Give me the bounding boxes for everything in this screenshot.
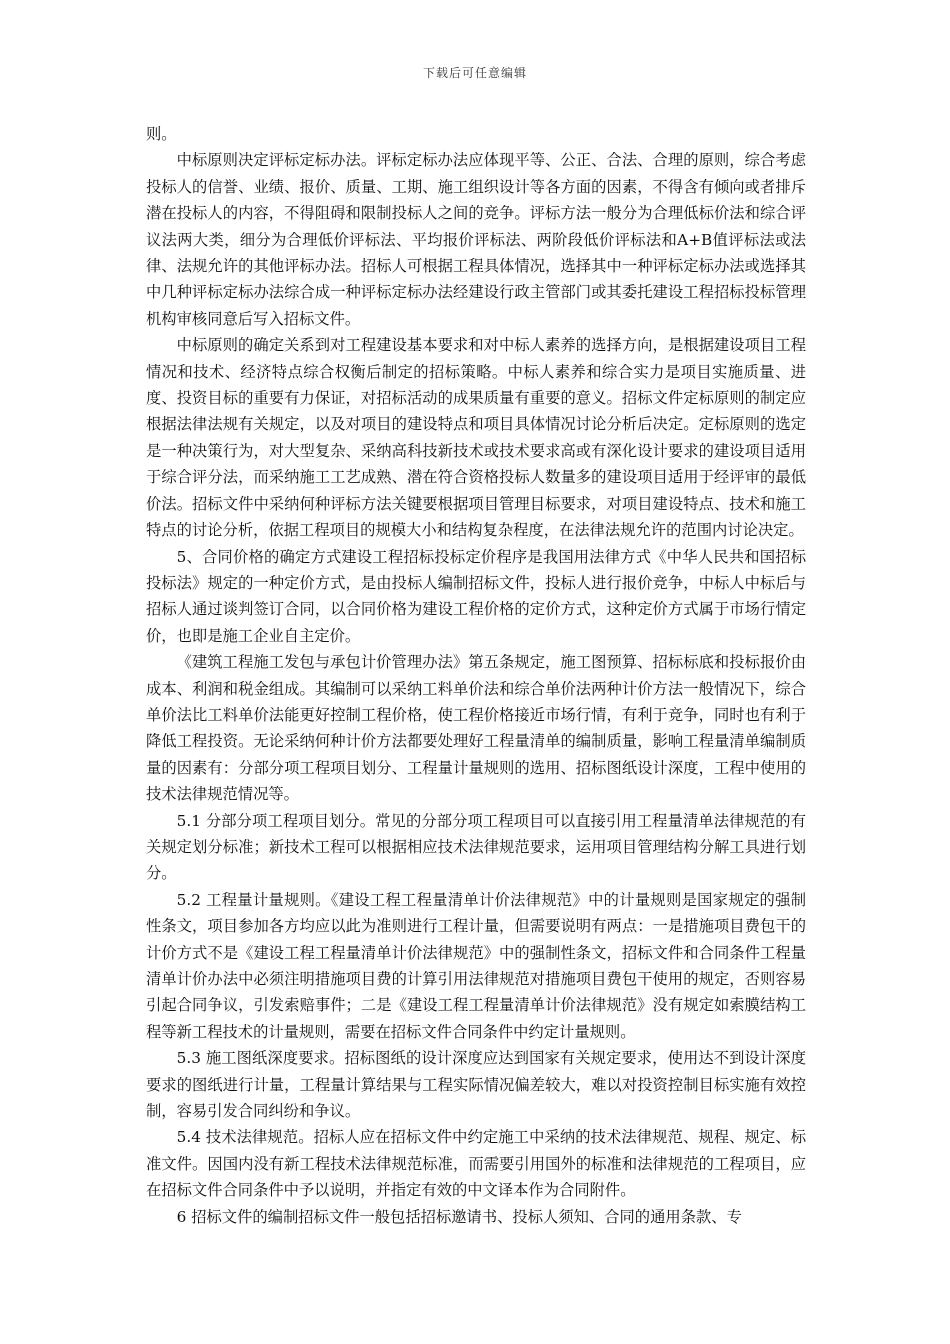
paragraph-fragment: 则。	[146, 125, 177, 143]
page-header: 下载后可任意编辑	[422, 66, 527, 80]
paragraph-contract-price: 5、合同价格的确定方式建设工程招标投标定价程序是我国用法律方式《中华人民共和国招标投标法》规定的一种定价方式，是由投标人编制招标文件，投标人进行报价竞争，中标人中标后与招标人通过谈判签订合同，以合同价格为建设工程价格的定价方式，这种定价方式属于市场行情定价，也即是施工企业自主定价。	[146, 547, 806, 645]
paragraph-award-principle: 中标原则的确定关系到对工程建设基本要求和对中标人素养的选择方向，是根据建设项目工程情况和技术、经济特点综合权衡后制定的招标策略。中标人素养和综合实力是项目实施质量、进度、投资目标的重要有力保证，对招标活动的成果质量有重要的意义。招标文件定标原则的制定应根据法律法规有关规定，以及对项目的建设特点和项目具体情况讨论分析后决定。定标原则的选定是一种决策行为，对大型复杂、采纳高科技新技术或技术要求高或有深化设计要求的建设项目适用于综合评分法，而采纳施工工艺成熟、潜在符合资格投标人数量多的建设项目适用于经评审的最低价法。招标文件中采纳何种评标方法关键要根据项目管理目标要求，对项目建设特点、技术和施工特点的讨论分析，依据工程项目的规模大小和结构复杂程度，在法律法规允许的范围内讨论决定。	[146, 336, 806, 540]
paragraph-6: 6 招标文件的编制招标文件一般包括招标邀请书、投标人须知、合同的通用条款、专	[176, 1207, 742, 1226]
paragraph-pricing-rules: 《建筑工程施工发包与承包计价管理办法》第五条规定，施工图预算、招标标底和投标报价由成本、利润和税金组成。其编制可以采纳工料单价法和综合单价法两种计价方法一般情况下，综合单价法比工料单价法能更好控制工程价格，使工程价格接近市场行情，有利于竞争，同时也有利于降低工程投资。无论采纳何种计价方法都要处理好工程量清单的编制质量，影响工程量清单编制质量的因素有：分部分项工程项目划分、工程量计量规则的选用、招标图纸设计深度，工程中使用的技术法律规范情况等。	[146, 653, 806, 804]
document-body	[146, 121, 806, 1230]
paragraph-5-1: 5.1 分部分项工程项目划分。常见的分部分项工程项目可以直接引用工程量清单法律规范的有关规定划分标准；新技术工程可以根据相应技术法律规范要求，运用项目管理结构分解工具进行划分。	[146, 811, 806, 883]
paragraph-5-4: 5.4 技术法律规范。招标人应在招标文件中约定施工中采纳的技术法律规范、规程、规定、标准文件。因国内没有新工程技术法律规范标准，而需要引用国外的标准和法律规范的工程项目，应在招标文件合同条件中予以说明，并指定有效的中文译本作为合同附件。	[146, 1128, 806, 1200]
paragraph-5-3: 5.3 施工图纸深度要求。招标图纸的设计深度应达到国家有关规定要求，使用达不到设计深度要求的图纸进行计量，工程量计算结果与工程实际情况偏差较大，难以对投资控制目标实施有效控制，容易引发合同纠纷和争议。	[146, 1049, 806, 1121]
paragraph-evaluation-method: 中标原则决定评标定标办法。评标定标办法应体现平等、公正、合法、合理的原则，综合考虑投标人的信誉、业绩、报价、质量、工期、施工组织设计等各方面的因素，不得含有倾向或者排斥潜在投标人的内容，不得阻碍和限制投标人之间的竞争。评标方法一般分为合理低标价法和综合评议法两大类，细分为合理低价评标法、平均报价评标法、两阶段低价评标法和A+B值评标法或法律、法规允许的其他评标办法。招标人可根据工程具体情况，选择其中一种评标定标办法或选择其中几种评标定标办法综合成一种评标定标办法经建设行政主管部门或其委托建设工程招标投标管理机构审核同意后写入招标文件。	[146, 151, 806, 328]
paragraph-5-2: 5.2 工程量计量规则。《建设工程工程量清单计价法律规范》中的计量规则是国家规定的强制性条文，项目参加各方均应以此为准则进行工程计量，但需要说明有两点：一是措施项目费包干的计价方式不是《建设工程工程量清单计价法律规范》中的强制性条文，招标文件和合同条件工程量清单计价办法中必须注明措施项目费的计算引用法律规范对措施项目费包干使用的规定，否则容易引起合同争议，引发索赔事件；二是《建设工程工程量清单计价法律规范》没有规定如索膜结构工程等新工程技术的计量规则，需要在招标文件合同条件中约定计量规则。	[146, 890, 806, 1041]
